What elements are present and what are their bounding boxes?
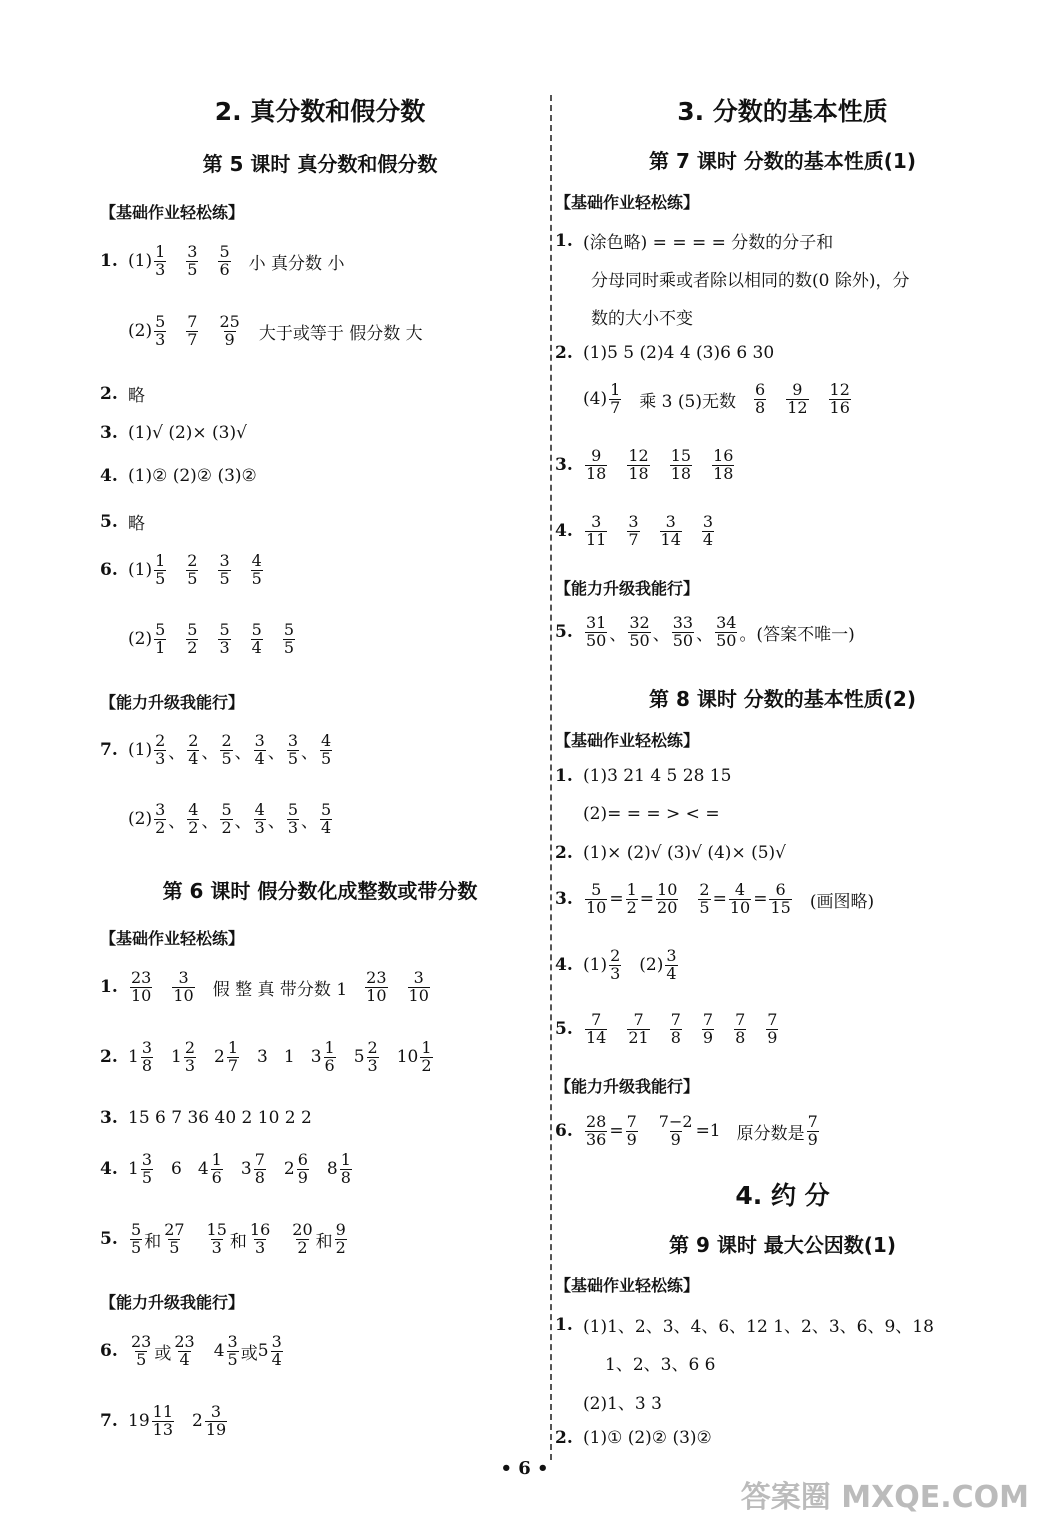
ability-label-3: 【能力升级我能行】: [555, 579, 700, 598]
l7-q1-line3: 数的大小不变: [591, 309, 693, 329]
l7-q2a: 2. (1)5 5 (2)4 4 (3)6 6 30: [555, 343, 775, 363]
l8-q4: 4. (1) $\frac{2}{3}$ (2) $\frac{3}{4}$: [555, 946, 677, 983]
l8-q1a: 1. (1)3 21 4 5 28 15: [555, 766, 732, 786]
l6-q2: 2. 1 $\frac{3}{8}$ 1 $\frac{2}{3}$ 2 $\frac{1}{7}$ 3 1 3 $\frac{1}{6}$ 5 $\frac{2}{3}$ 10 $\frac{1}{2}$: [100, 1038, 432, 1075]
l5-q2: 2. 略: [100, 383, 145, 406]
lesson-9-title: 第 9 课时 最大公因数(1): [668, 1233, 896, 1257]
l9-q1a: 1. (1)1、2、3、4、6、12 1、2、3、6、9、18: [555, 1314, 934, 1337]
watermark-logo: 答案圈 MXQE.COM: [740, 1480, 1029, 1515]
l7-q1-line2: 分母同时乘或者除以相同的数(0 除外)，分: [591, 271, 910, 291]
basic-practice-label-4: 【基础作业轻松练】: [555, 731, 700, 750]
l6-q4: 4. 1 $\frac{3}{5}$ 6 4 $\frac{1}{6}$ 3 $\frac{7}{8}$ 2 $\frac{6}{9}$ 8 $\frac{1}{8}$: [100, 1150, 351, 1187]
page-number: • 6 •: [500, 1458, 549, 1479]
l5-q1a: 1. (1) $\frac{1}{3}$ $\frac{3}{5}$ $\frac{5}{6}$ 小 真分数 小: [100, 242, 345, 279]
l5-q3: 3. (1)√ (2)× (3)√: [100, 423, 247, 443]
section-title-4: 4. 约 分: [735, 1181, 830, 1210]
l9-q2: 2. (1)① (2)② (3)②: [555, 1428, 712, 1448]
basic-practice-label-3: 【基础作业轻松练】: [555, 193, 700, 212]
l5-q7b: (2) $\frac{3}{2}$ 、 $\frac{4}{2}$ 、 $\frac{5}{2}$ 、 $\frac{4}{3}$ 、 $\frac{5}{3}$ 、 $\frac{5}{4}$: [128, 800, 332, 837]
lesson-6-title: 第 6 课时 假分数化成整数或带分数: [162, 879, 478, 903]
l8-q3: 3. $\frac{5}{10}$ = $\frac{1}{2}$ = $\frac{10}{20}$ $\frac{2}{5}$ = $\frac{4}{10}$ = $\frac{6}{15}$ (画图略): [555, 880, 875, 917]
basic-practice-label: 【基础作业轻松练】: [100, 203, 245, 222]
l8-q1b: (2)= = = > < =: [583, 804, 720, 824]
l6-q1: 1. $\frac{23}{10}$ $\frac{3}{10}$ 假 整 真 带分数 1 $\frac{23}{10}$ $\frac{3}{10}$: [100, 968, 429, 1005]
ability-label-4: 【能力升级我能行】: [555, 1077, 700, 1096]
l5-q4: 4. (1)② (2)② (3)②: [100, 466, 257, 486]
lesson-8-title: 第 8 课时 分数的基本性质(2): [648, 687, 916, 711]
column-divider: [550, 95, 552, 1460]
l5-q7a: 7. (1) $\frac{2}{3}$ 、 $\frac{2}{4}$ 、 $\frac{2}{5}$ 、 $\frac{3}{4}$ 、 $\frac{3}{5}$ 、 $\frac{4}{5}$: [100, 731, 332, 768]
l6-q5: 5. $\frac{5}{5}$ 和 $\frac{27}{5}$ $\frac{15}{3}$ 和 $\frac{16}{3}$ $\frac{20}{2}$ 和 $\frac{9}{2}$: [100, 1220, 346, 1257]
l6-q6: 6. $\frac{23}{5}$ 或 $\frac{23}{4}$ 4 $\frac{3}{5}$ 或 5 $\frac{3}{4}$: [100, 1332, 282, 1369]
l5-q1b: (2) $\frac{5}{3}$ $\frac{7}{7}$ $\frac{25}{9}$ 大于或等于 假分数 大: [128, 312, 423, 349]
section-title-2: 2. 真分数和假分数: [214, 97, 426, 126]
lesson-5-title: 第 5 课时 真分数和假分数: [202, 152, 438, 176]
l6-q3: 3. 15 6 7 36 40 2 10 2 2: [100, 1108, 312, 1128]
l9-q1c: (2)1、3 3: [583, 1394, 662, 1414]
ability-label-2: 【能力升级我能行】: [100, 1293, 245, 1312]
l8-q2: 2. (1)× (2)√ (3)√ (4)× (5)√: [555, 843, 787, 863]
right-column: [555, 0, 1010, 1460]
l6-q7: 7. 19 $\frac{11}{13}$ 2 $\frac{3}{19}$: [100, 1402, 227, 1439]
section-title-3: 3. 分数的基本性质: [677, 97, 888, 126]
left-column: [100, 0, 540, 1460]
l7-q1-line1: 1. (涂色略) = = = = 分数的分子和: [555, 230, 834, 253]
l5-q6b: (2) $\frac{5}{1}$ $\frac{5}{2}$ $\frac{5}{3}$ $\frac{5}{4}$ $\frac{5}{5}$: [128, 620, 295, 657]
l9-q1b: 1、2、3、6 6: [605, 1355, 716, 1375]
l5-q5: 5. 略: [100, 511, 145, 534]
l7-q5: 5. $\frac{31}{50}$ 、 $\frac{32}{50}$ 、 $\frac{33}{50}$ 、 $\frac{34}{50}$ 。(答案不唯一): [555, 613, 855, 650]
basic-practice-label-5: 【基础作业轻松练】: [555, 1276, 700, 1295]
l8-q5: 5. $\frac{7}{14}$ $\frac{7}{21}$ $\frac{7}{8}$ $\frac{7}{9}$ $\frac{7}{8}$ $\frac{7}{9}$: [555, 1010, 778, 1047]
ability-label-1: 【能力升级我能行】: [100, 693, 245, 712]
basic-practice-label-2: 【基础作业轻松练】: [100, 929, 245, 948]
l5-q6a: 6. (1) $\frac{1}{5}$ $\frac{2}{5}$ $\frac{3}{5}$ $\frac{4}{5}$: [100, 551, 262, 588]
l8-q6: 6. $\frac{28}{36}$ = $\frac{7}{9}$ $\frac{7-2}{9}$ =1 原分数是 $\frac{7}{9}$: [555, 1112, 818, 1149]
l7-q3: 3. $\frac{9}{18}$ $\frac{12}{18}$ $\frac{15}{18}$ $\frac{16}{18}$: [555, 446, 734, 483]
lesson-7-title: 第 7 课时 分数的基本性质(1): [648, 149, 916, 173]
l7-q4: 4. $\frac{3}{11}$ $\frac{3}{7}$ $\frac{3}{14}$ $\frac{3}{4}$: [555, 512, 714, 549]
l7-q2b: (4) $\frac{1}{7}$ 乘 3 (5)无数 $\frac{6}{8}$ $\frac{9}{12}$ $\frac{12}{16}$: [583, 380, 850, 417]
